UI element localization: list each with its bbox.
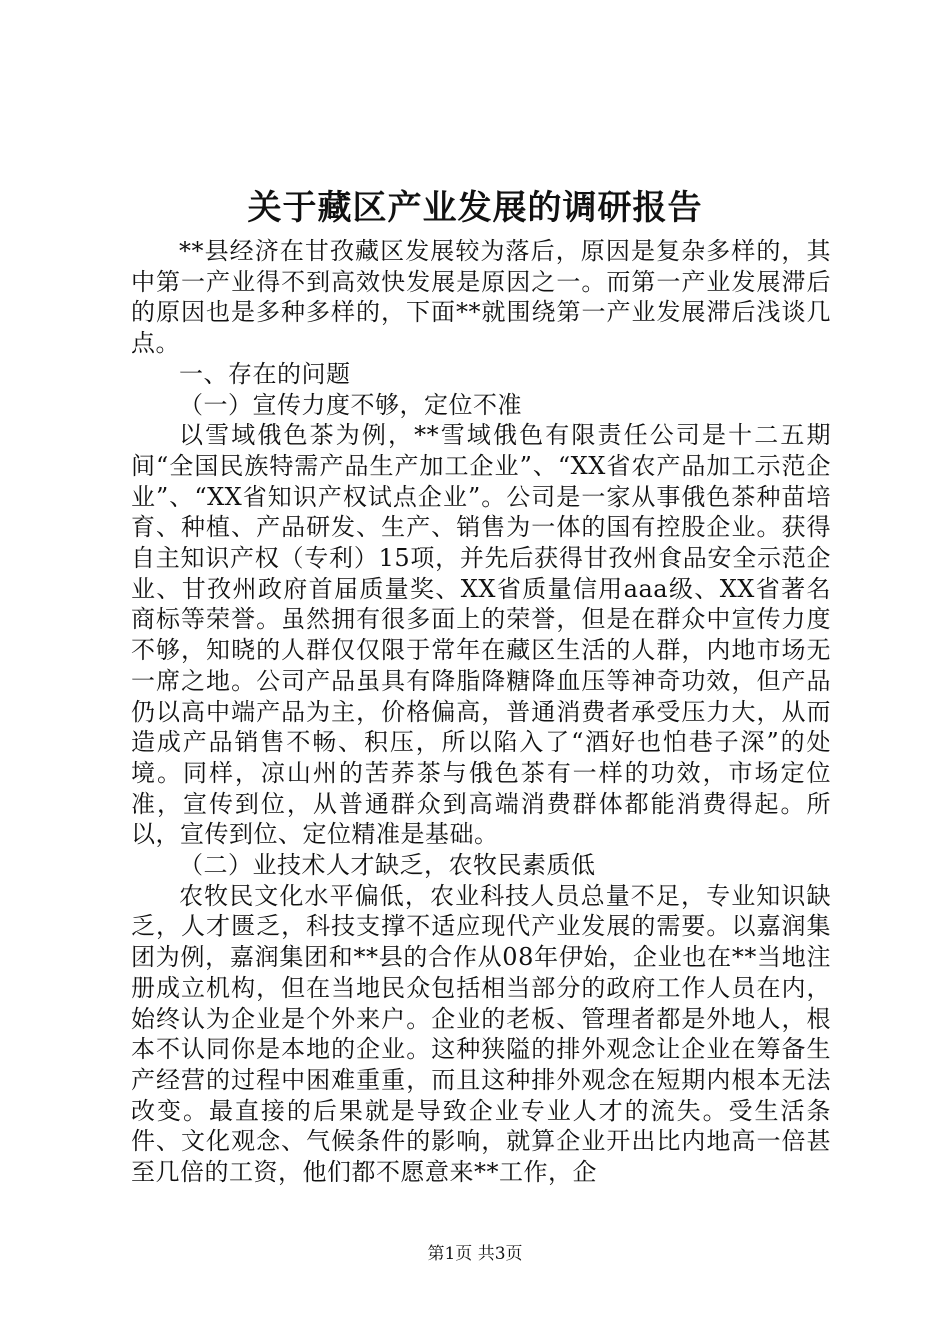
page-footer: 第1页 共3页 — [427, 1244, 523, 1264]
section-heading-problems: 一、存在的问题 — [179, 359, 351, 388]
subsection-heading-talent: （二）业技术人才缺乏，农牧民素质低 — [179, 851, 596, 880]
publicity-paragraph: 以雪域俄色茶为例，**雪域俄色有限责任公司是十二五期间“全国民族特需产品生产加工企业”、“XX省农产品加工示范企业”、“XX省知识产权试点企业”。公司是一家从事俄色茶种苗培育、种植、产品研发、生产、销售为一体的国有控股企业。获得自主知识产权（专利）15项，并先后获得甘孜州食品安全示范企业、甘孜州政府首届质量奖、XX省质量信用aaa级、XX省著名商标等荣誉。虽然拥有很多面上的荣誉，但是在群众中宣传力度不够，知晓的人群仅仅限于常年在藏区生活的人群，内地市场无一席之地。公司产品虽具有降脂降糖降血压等神奇功效，但产品仍以高中端产品为主，价格偏高，普通消费者承受压力大，从而造成产品销售不畅、积压，所以陷入了“酒好也怕巷子深”的处境。同样，凉山州的苦荞茶与俄色茶有一样的功效，市场定位准，宣传到位，从普通群众到高端消费群体都能消费得起。所以，宣传到位、定位精准是基础。 — [131, 421, 831, 849]
subsection-heading-publicity: （一）宣传力度不够，定位不准 — [179, 390, 522, 419]
talent-paragraph: 农牧民文化水平偏低，农业科技人员总量不足，专业知识缺乏，人才匮乏，科技支撑不适应现代产业发展的需要。以嘉润集团为例，嘉润集团和**县的合作从08年伊始，企业也在**当地注册成立机构，但在当地民众包括相当部分的政府工作人员在内，始终认为企业是个外来户。企业的老板、管理者都是外地人，根本不认同你是本地的企业。这种狭隘的排外观念让企业在筹备生产经营的过程中困难重重，而且这种排外观念在短期内根本无法改变。最直接的后果就是导致企业专业人才的流失。受生活条件、文化观念、气候条件的影响，就算企业开出比内地高一倍甚至几倍的工资，他们都不愿意来**工作，企 — [131, 881, 831, 1187]
document-title: 关于藏区产业发展的调研报告 — [247, 188, 703, 228]
document-body — [131, 236, 831, 1188]
intro-paragraph: **县经济在甘孜藏区发展较为落后，原因是复杂多样的，其中第一产业得不到高效快发展是原因之一。而第一产业发展滞后的原因也是多种多样的，下面**就围绕第一产业发展滞后浅谈几点。 — [131, 237, 831, 358]
